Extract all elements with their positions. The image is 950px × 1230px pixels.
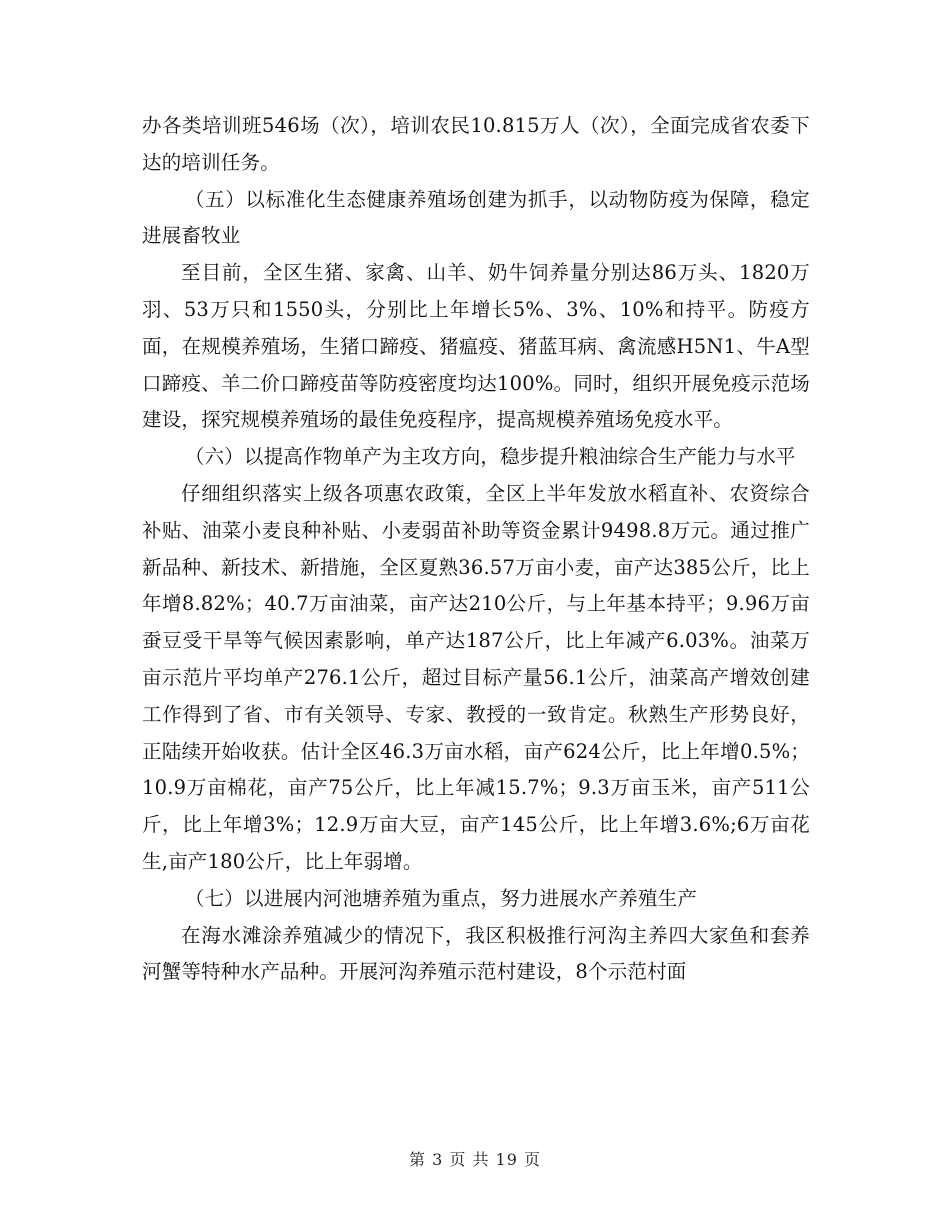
page-number-footer: 第 3 页 共 19 页 [409, 1150, 541, 1169]
document-body [142, 108, 810, 991]
heading-aquaculture: （七）以进展内河池塘养殖为重点，努力进展水产养殖生产 [184, 886, 698, 910]
heading-livestock: （五）以标准化生态健康养殖场创建为抓手，以动物防疫为保障，稳定进展畜牧业 [142, 187, 810, 248]
paragraph-livestock: 至目前，全区生猪、家禽、山羊、奶牛饲养量分别达86万头、1820万羽、53万只和1550头，分别比上年增长5%、3%、10%和持平。防疫方面，在规模养殖场，生猪口蹄疫、猪瘟疫、猪蓝耳病、禽流感H5N1、牛A型口蹄疫、羊二价口蹄疫苗等防疫密度均达100%。同时，组织开展免疫示范场建设，探究规模养殖场的最佳免疫程序，提高规模养殖场免疫水平。 [142, 261, 810, 432]
paragraph-training-summary: 办各类培训班546场（次），培训农民10.815万人（次），全面完成省农委下达的培训任务。 [142, 114, 810, 174]
paragraph-aquaculture: 在海水滩涂养殖减少的情况下，我区积极推行河沟主养四大家鱼和套养河蟹等特种水产品种。开展河沟养殖示范村建设，8个示范村面 [142, 923, 810, 984]
heading-grain-oil: （六）以提高作物单产为主攻方向，稳步提升粮油综合生产能力与水平 [184, 445, 796, 469]
paragraph-grain-oil: 仔细组织落实上级各项惠农政策，全区上半年发放水稻直补、农资综合补贴、油菜小麦良种补贴、小麦弱苗补助等资金累计9498.8万元。通过推广新品种、新技术、新措施，全区夏熟36.57万亩小麦，亩产达385公斤，比上年增8.82%；40.7万亩油菜，亩产达210公斤，与上年基本持平；9.96万亩蚕豆受干旱等气候因素影响，单产达187公斤，比上年减产6.03%。油菜万亩示范片平均单产276.1公斤，超过目标产量56.1公斤，油菜高产增效创建工作得到了省、市有关领导、专家、教授的一致肯定。秋熟生产形势良好，正陆续开始收获。估计全区46.3万亩水稻，亩产624公斤，比上年增0.5%；10.9万亩棉花，亩产75公斤，比上年减15.7%；9.3万亩玉米，亩产511公斤，比上年增3%；12.9万亩大豆，亩产145公斤，比上年增3.6%;6万亩花生,亩产180公斤，比上年弱增。 [142, 481, 810, 873]
